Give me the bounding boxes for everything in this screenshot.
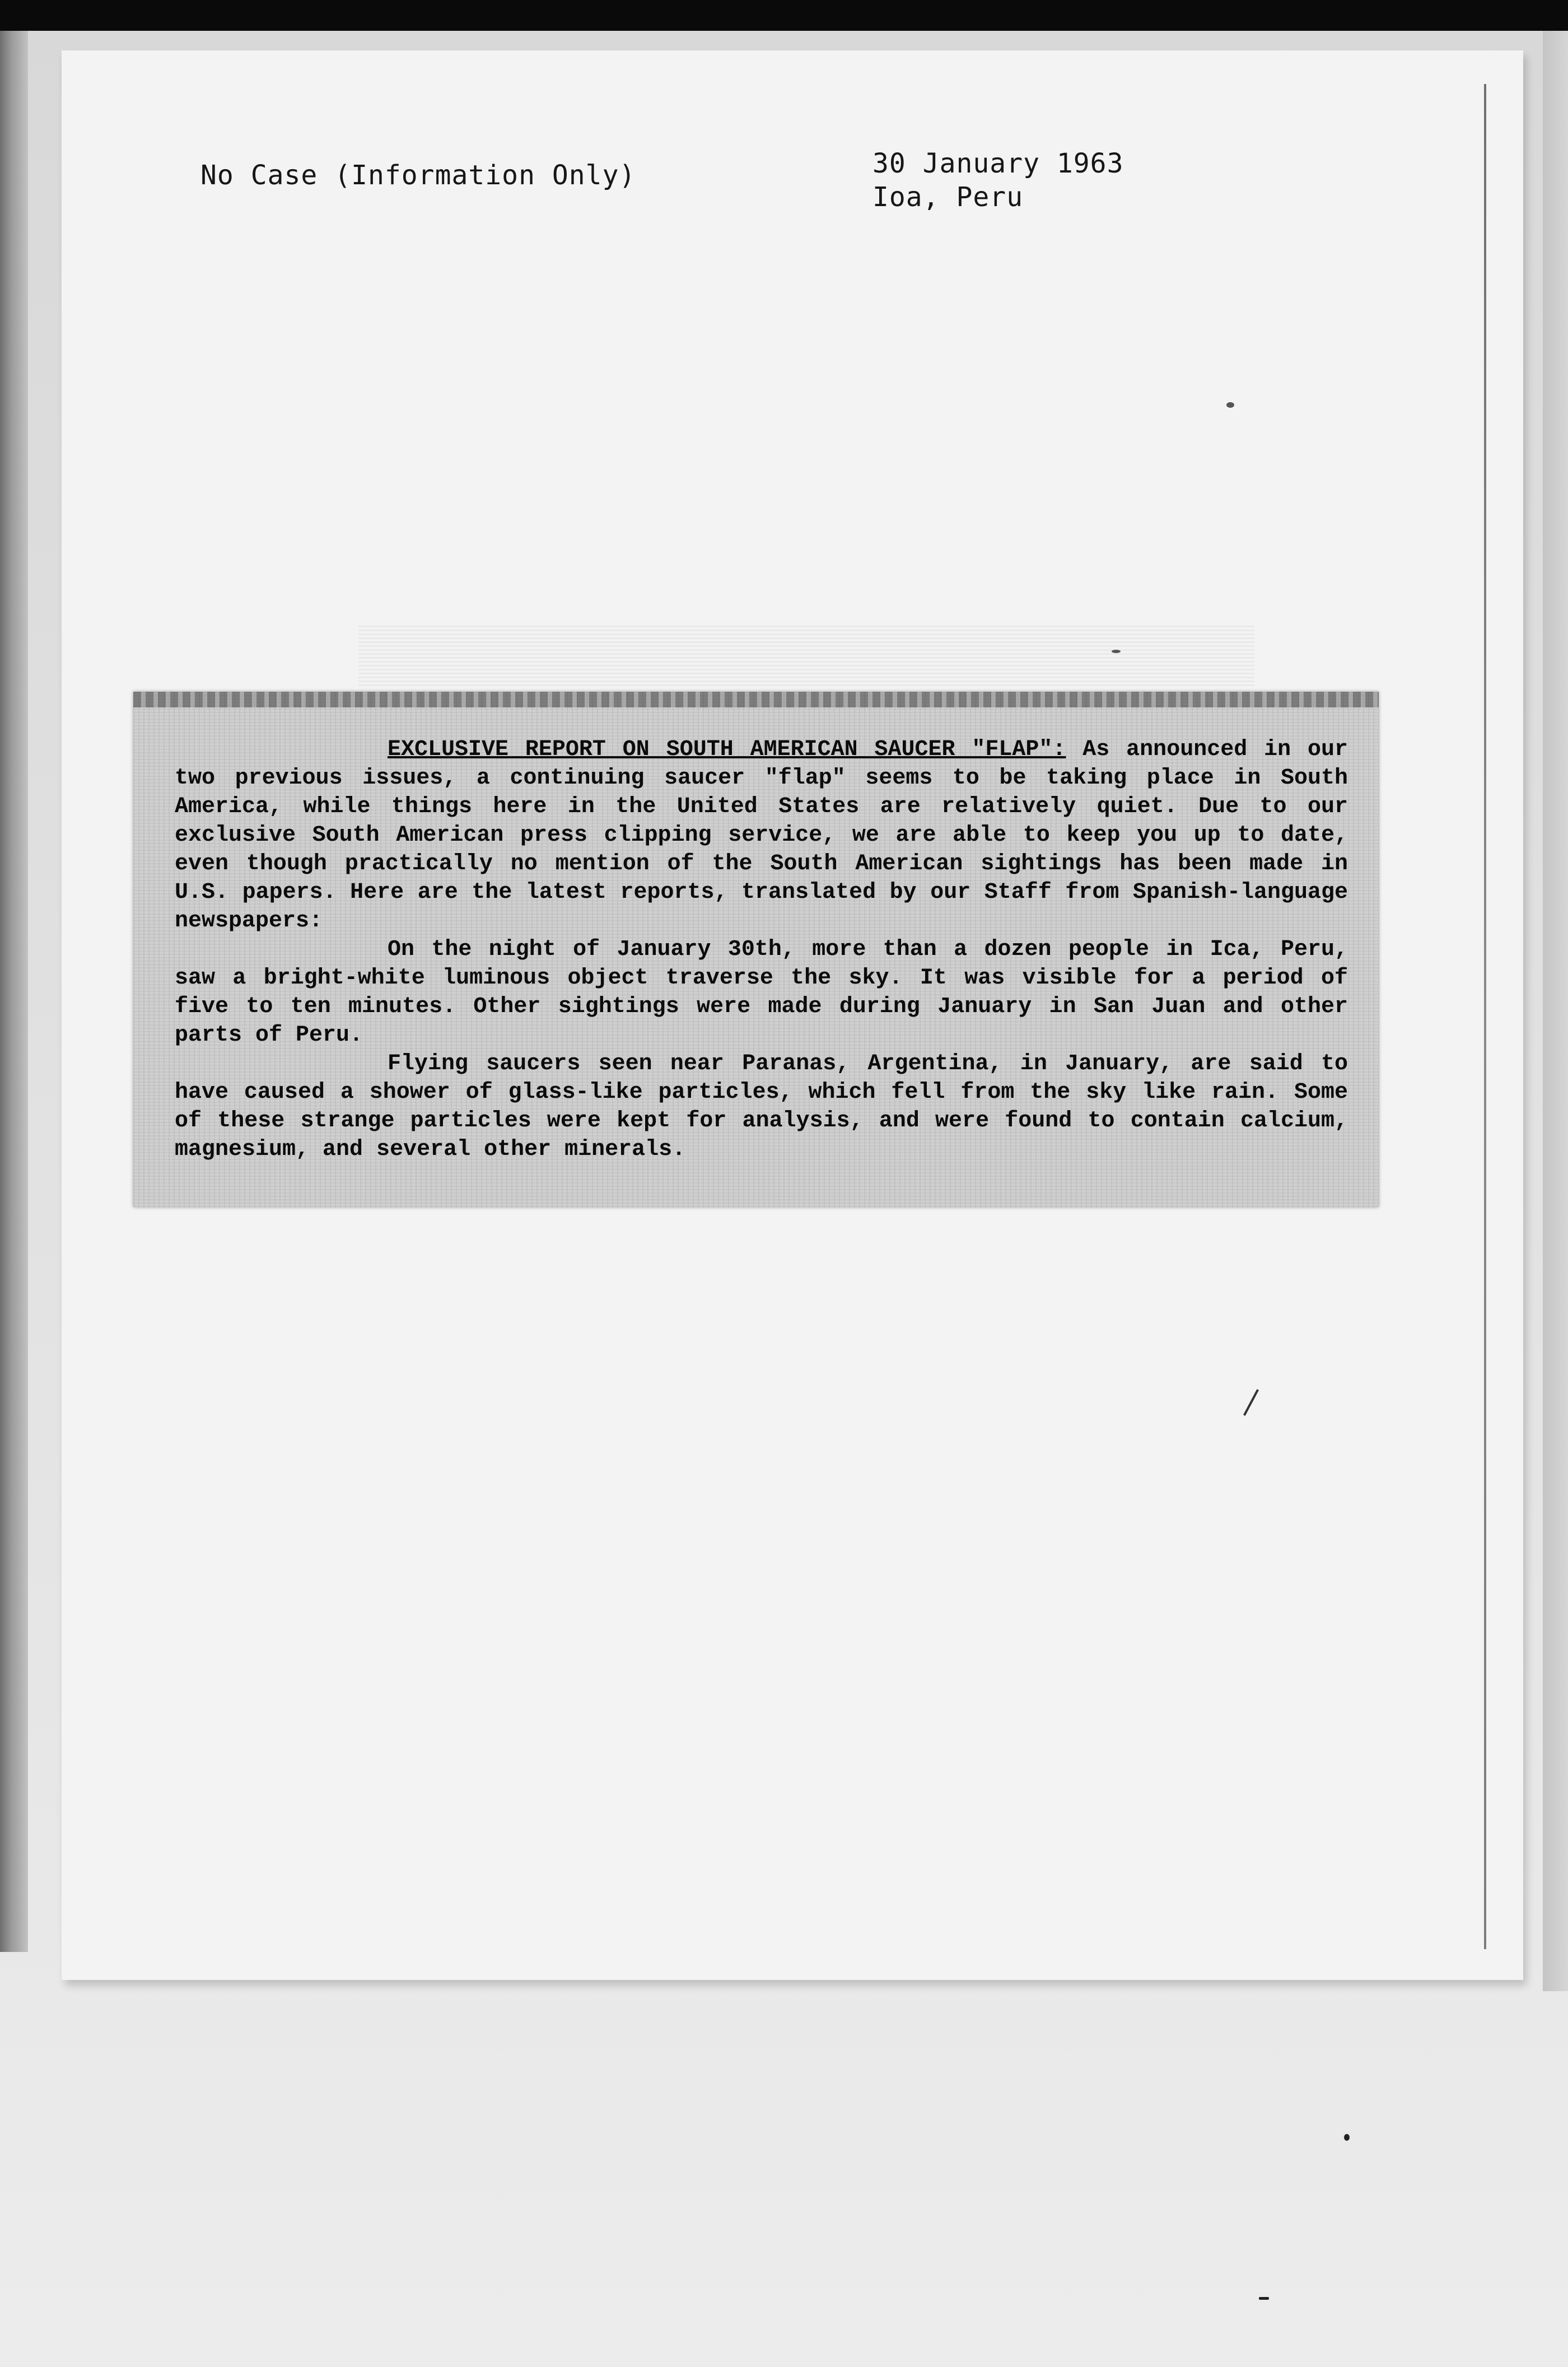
scan-speck — [1112, 650, 1121, 653]
scan-left-border — [0, 31, 28, 1952]
scan-speck — [1226, 402, 1234, 408]
page-fold-line — [1484, 84, 1486, 1949]
document-location: Ioa, Peru — [872, 181, 1024, 213]
scan-top-border — [0, 0, 1568, 31]
clipping-paragraph-3: Flying saucers seen near Paranas, Argentina, in January, are said to have caused a shower of glass-like particles, which fell from the sky like rain. Some of these strange particles were kept for analysis, and were found to contain calcium, magnesium, and several other minerals. — [175, 1051, 1348, 1162]
faint-bleed-through — [358, 625, 1254, 686]
date-location-block — [872, 147, 1123, 214]
document-date: 30 January 1963 — [872, 148, 1124, 179]
clipping-paragraph-1-body: As announced in our two previous issues, a continuing saucer "flap" seems to be taking place in South America, while things here in the United States are relatively quiet. Due to our exclusive South American press clipping service, we are able to keep you up to date, even though practically no mention of the South American sightings has been made in U.S. papers. Here are the latest reports, translated by our Staff from Spanish-language newspapers: — [175, 737, 1348, 934]
newspaper-clipping — [133, 692, 1379, 1207]
clipping-cut-edge — [133, 692, 1379, 707]
scan-speck — [1259, 2297, 1269, 2300]
scan-speck — [1344, 2134, 1350, 2141]
clipping-text — [175, 735, 1348, 1164]
scan-right-border — [1543, 31, 1568, 1991]
clipping-headline: EXCLUSIVE REPORT ON SOUTH AMERICAN SAUCER "FLAP": — [388, 737, 1066, 762]
clipping-paragraph-2: On the night of January 30th, more than a dozen people in Ica, Peru, saw a bright-white luminous object traverse the sky. It was visible for a period of five to ten minutes. Other sightings were made during January in San Juan and other parts of Peru. — [175, 937, 1348, 1048]
case-label: No Case (Information Only) — [200, 160, 636, 191]
clipping-paragraph-1 — [175, 735, 1348, 935]
